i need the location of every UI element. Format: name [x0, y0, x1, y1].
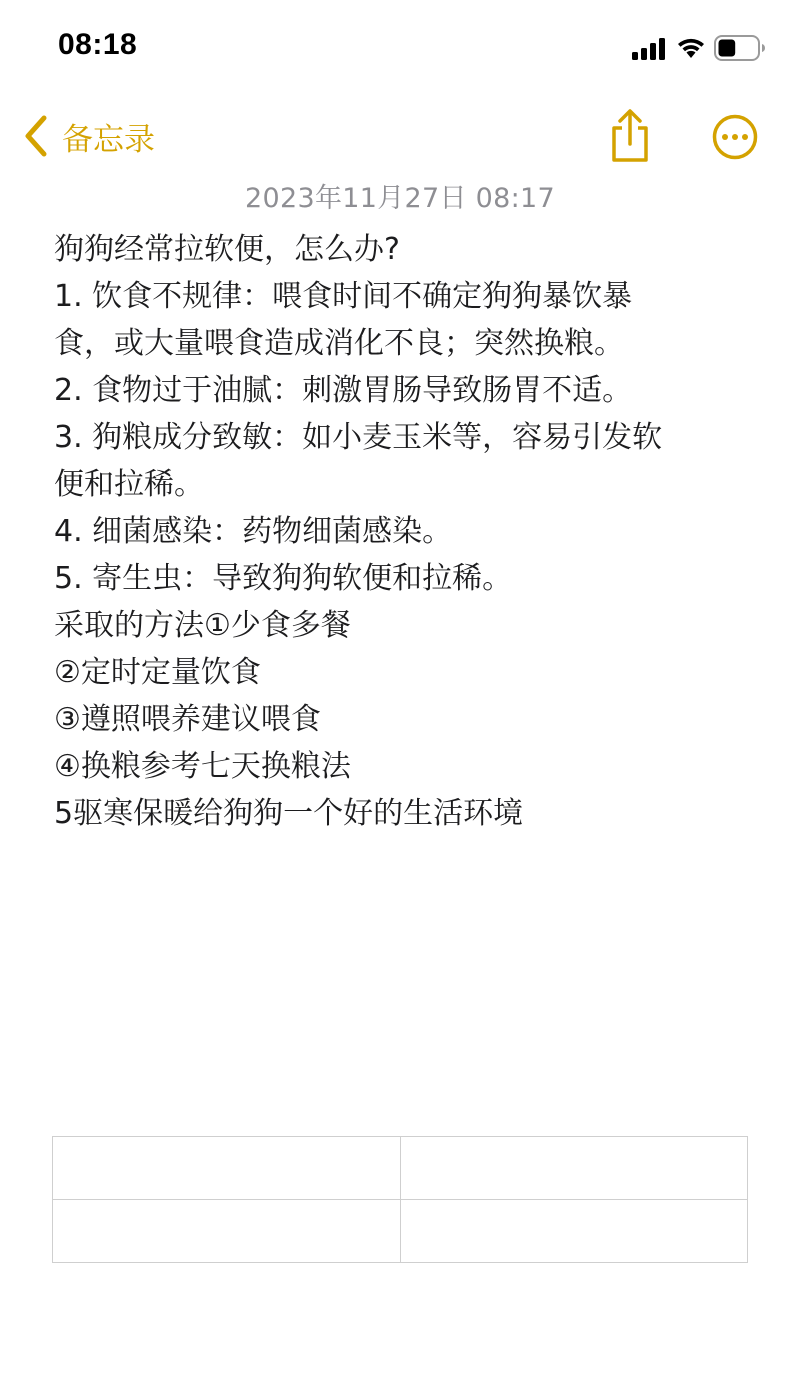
- share-icon: [606, 108, 654, 164]
- note-line: ②定时定量饮食: [54, 655, 261, 690]
- battery-icon: [714, 35, 766, 61]
- table-row: [53, 1137, 748, 1200]
- note-table[interactable]: [52, 1136, 748, 1263]
- back-label: 备忘录: [62, 121, 155, 158]
- note-body[interactable]: [54, 226, 764, 837]
- nav-bar: [0, 100, 800, 172]
- note-date: 2023年11月27日 08:17: [245, 183, 555, 214]
- status-bar: [0, 0, 800, 95]
- note-title: 狗狗经常拉软便，怎么办?: [54, 232, 400, 267]
- note-line: 3. 狗粮成分致敏：如小麦玉米等，容易引发软: [54, 420, 663, 455]
- note-line: 5驱寒保暖给狗狗一个好的生活环境: [54, 796, 524, 831]
- cellular-signal-icon: [632, 38, 666, 60]
- status-time: 08:18: [58, 28, 138, 61]
- note-line: 1. 饮食不规律：喂食时间不确定狗狗暴饮暴: [54, 279, 633, 314]
- wifi-icon: [676, 36, 706, 60]
- more-button[interactable]: [712, 114, 758, 160]
- table-cell[interactable]: [53, 1137, 401, 1200]
- note-line: ③遵照喂养建议喂食: [54, 702, 321, 737]
- chevron-left-icon: [22, 114, 50, 158]
- table-cell[interactable]: [53, 1200, 401, 1263]
- note-line: 2. 食物过于油腻：刺激胃肠导致肠胃不适。: [54, 373, 633, 408]
- back-button[interactable]: [22, 110, 155, 162]
- table-cell[interactable]: [400, 1200, 748, 1263]
- ellipsis-circle-icon: [712, 114, 758, 160]
- note-line: 4. 细菌感染：药物细菌感染。: [54, 514, 453, 549]
- note-line: 食，或大量喂食造成消化不良；突然换粮。: [54, 326, 624, 361]
- table-cell[interactable]: [400, 1137, 748, 1200]
- note-line: ④换粮参考七天换粮法: [54, 749, 351, 784]
- note-line: 5. 寄生虫：导致狗狗软便和拉稀。: [54, 561, 513, 596]
- share-button[interactable]: [606, 108, 654, 164]
- note-line: 便和拉稀。: [54, 467, 204, 502]
- table-row: [53, 1200, 748, 1263]
- note-line: 采取的方法①少食多餐: [54, 608, 351, 643]
